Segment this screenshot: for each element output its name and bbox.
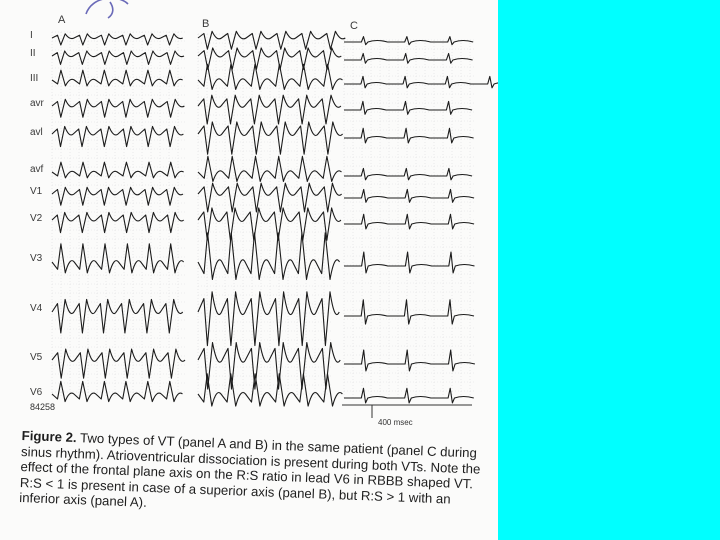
ecg-trace <box>344 252 475 273</box>
ecg-trace <box>52 162 184 178</box>
ecg-trace <box>52 381 183 401</box>
ecg-trace <box>198 343 340 390</box>
ecg-trace <box>344 300 474 324</box>
panel-label-a: A <box>58 14 66 26</box>
panel-label-b: B <box>202 18 210 30</box>
ecg-trace <box>198 48 341 70</box>
ecg-trace <box>198 292 339 346</box>
ecg-trace <box>344 76 498 87</box>
lead-label-v2: V2 <box>30 213 43 224</box>
ecg-trace <box>52 187 183 205</box>
ecg-trace <box>198 64 343 89</box>
ecg-trace <box>198 31 345 49</box>
figure-caption <box>19 428 484 523</box>
ecg-trace <box>52 212 184 232</box>
lead-label-avr: avr <box>30 98 44 109</box>
ecg-trace <box>344 388 474 403</box>
lead-label-v4: V4 <box>30 303 43 314</box>
pen-scribble <box>86 0 128 18</box>
lead-label-v6: V6 <box>30 387 43 398</box>
ecg-trace <box>344 350 475 371</box>
ecg-trace <box>52 299 183 333</box>
ecg-trace <box>344 214 474 229</box>
lead-label-v1: V1 <box>30 186 43 197</box>
ecg-trace <box>52 70 183 86</box>
ecg-trace <box>344 189 474 202</box>
ecg-trace <box>344 54 473 64</box>
caption-body: Two types of VT (panel A and B) in the same patient (panel C during sinus rhythm). Atrioventricular dissociation is present during both VTs. Note the effect of the frontal plane axis on the R:S ratio in lead V6 in RBBB shaped VT. R:S < 1 is present in case of a superior axis (panel B), but R:S > 1 with an inferior axis (panel A). <box>19 430 481 510</box>
caption-title: Figure 2. <box>21 428 77 446</box>
ecg-trace <box>198 122 343 154</box>
time-scale-label: 400 msec <box>378 418 413 427</box>
ecg-trace <box>52 51 184 64</box>
ecg-trace <box>344 168 472 179</box>
ecg-trace <box>52 34 183 45</box>
lead-label-v5: V5 <box>30 352 43 363</box>
lead-label-iii: III <box>30 73 39 84</box>
ecg-trace <box>52 126 183 146</box>
lead-label-avf: avf <box>30 164 44 175</box>
lead-label-ii: II <box>30 48 36 59</box>
lead-label-i: I <box>30 30 33 41</box>
ecg-trace <box>198 233 340 280</box>
caption-paragraph <box>19 428 484 523</box>
ecg-trace <box>344 37 473 45</box>
ecg-trace <box>198 374 342 406</box>
specimen-number: 84258 <box>30 402 56 412</box>
panel-label-c: C <box>350 20 358 32</box>
ecg-trace <box>52 99 184 117</box>
cyan-side-panel <box>498 0 720 540</box>
lead-label-avl: avl <box>30 127 43 138</box>
ecg-trace <box>198 208 341 240</box>
ecg-trace <box>198 95 341 124</box>
ecg-trace <box>344 128 474 143</box>
ecg-trace <box>344 101 472 114</box>
lead-label-v3: V3 <box>30 253 43 264</box>
